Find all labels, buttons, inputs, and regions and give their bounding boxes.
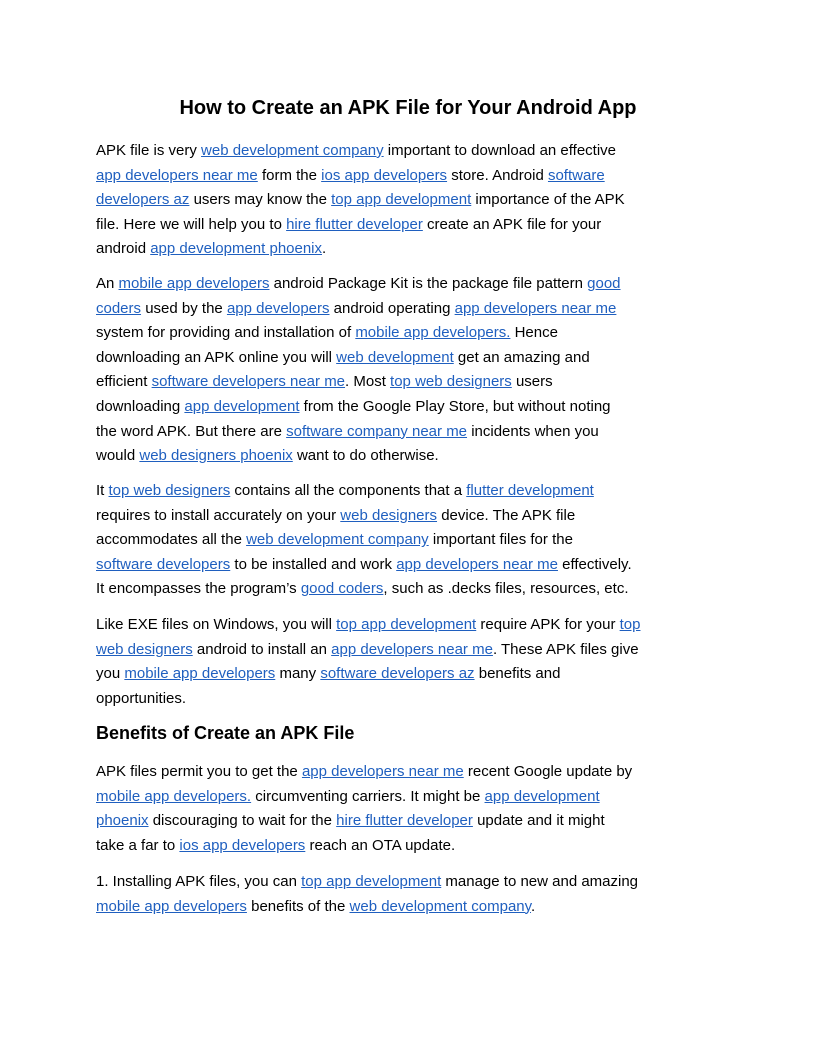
body-text: An [96,275,119,292]
hyperlink[interactable]: coders [96,299,142,317]
paragraph-intro [96,139,736,262]
hyperlink[interactable]: developers az [96,191,190,209]
text-line [96,237,736,262]
text-line [96,395,736,420]
hyperlink[interactable]: mobile app developers [124,665,276,683]
hyperlink[interactable]: web designers [96,640,193,658]
body-text: opportunities. [96,689,187,707]
body-text: accommodates all the [96,531,247,549]
hyperlink[interactable]: app developers near me [96,166,258,184]
body-text: used by the [141,299,227,317]
text-line [96,504,736,529]
text-line [96,809,736,834]
text-line [96,834,736,859]
hyperlink[interactable]: phoenix [96,812,149,830]
paragraph-package-kit [96,272,736,469]
body-text: . These APK files give [492,640,639,658]
body-text: Hence [510,324,558,342]
hyperlink[interactable]: web development company [246,531,429,549]
hyperlink[interactable]: app developers near me [301,763,464,780]
body-text: , such as .decks files, resources, etc. [383,580,629,598]
body-text: users [511,373,553,391]
body-text: many [275,665,321,683]
text-line [96,321,736,346]
section-heading-benefits: Benefits of Create an APK File [96,723,355,743]
body-text: downloading an APK online you will [96,348,337,366]
hyperlink[interactable]: mobile app developers [118,275,270,292]
body-text: system for providing and installation of [96,324,356,342]
body-text: take a far to [96,836,180,854]
body-text: discouraging to wait for the [148,812,337,830]
paragraph-installing [96,870,736,919]
body-text: It encompasses the program’s [96,580,301,598]
body-text: . Most [345,373,391,391]
body-text: the word APK. But there are [96,422,287,440]
hyperlink[interactable]: mobile app developers. [355,324,511,342]
body-text: APK files permit you to get the [96,763,302,780]
body-text: you [96,665,125,683]
hyperlink[interactable]: top app development [331,191,472,209]
body-text: want to do otherwise. [292,447,439,465]
paragraph-benefits [96,760,736,858]
body-text: . [322,240,327,258]
text-line [96,638,736,663]
body-text: file. Here we will help you to [96,215,287,233]
hyperlink[interactable]: app development phoenix [150,240,323,258]
body-text: store. Android [447,166,548,184]
body-text: circumventing carriers. It might be [251,787,485,805]
body-text: android [96,240,151,258]
text-line [96,687,736,712]
text-line [96,760,736,785]
text-line [96,870,736,895]
body-text: It [96,482,109,499]
text-line [96,785,736,810]
text-line [96,528,736,553]
body-text: efficient [96,373,152,391]
body-text: from the Google Play Store, but without noting [299,397,611,415]
body-text: recent Google update by [463,763,633,780]
body-text: 1. Installing APK files, you can [96,873,302,890]
text-line [96,662,736,687]
body-text: require APK for your [476,616,620,633]
hyperlink[interactable]: app developers near me [396,555,558,573]
hyperlink[interactable]: top [619,616,641,633]
hyperlink[interactable]: app developers [226,299,330,317]
body-text: benefits and [474,665,561,683]
body-text: android Package Kit is the package file pattern [269,275,588,292]
text-line [96,272,736,297]
hyperlink[interactable]: hire flutter developer [336,812,473,830]
text-line [96,420,736,445]
hyperlink[interactable]: app development [484,787,600,805]
hyperlink[interactable]: mobile app developers [96,897,247,915]
body-text: . [531,897,536,915]
text-line [96,479,736,504]
hyperlink[interactable]: web designers [340,506,438,524]
body-text: form the [257,166,322,184]
hyperlink[interactable]: web designers phoenix [139,447,293,465]
body-text: device. The APK file [437,506,576,524]
hyperlink[interactable]: software developers az [320,665,475,683]
hyperlink[interactable]: ios app developers [179,836,306,854]
body-text: get an amazing and [453,348,590,366]
hyperlink[interactable]: hire flutter developer [286,215,423,233]
hyperlink[interactable]: app developers near me [331,640,493,658]
hyperlink[interactable]: ios app developers [321,166,448,184]
text-line [96,164,736,189]
body-text: would [96,447,140,465]
body-text: importance of the APK [471,191,625,209]
body-text: to be installed and work [230,555,397,573]
hyperlink[interactable]: top app development [301,873,442,890]
text-line [96,346,736,371]
page-title: How to Create an APK File for Your Android App [179,97,637,119]
hyperlink[interactable]: web development company [349,897,532,915]
body-text: Like EXE files on Windows, you will [96,616,337,633]
text-line [96,139,736,164]
hyperlink[interactable]: app developers near me [454,299,617,317]
hyperlink[interactable]: good coders [300,580,384,598]
body-text: important to download an effective [383,142,617,159]
paragraph-exe-comparison [96,613,736,711]
body-text: users may know the [189,191,332,209]
hyperlink[interactable]: software developers [96,555,231,573]
body-text: incidents when you [467,422,599,440]
body-text: android to install an [192,640,332,658]
body-text: important files for the [428,531,573,549]
hyperlink[interactable]: flutter development [466,482,594,499]
hyperlink[interactable]: web development [336,348,454,366]
text-line [96,444,736,469]
hyperlink[interactable]: software [547,166,605,184]
hyperlink[interactable]: app development [184,397,300,415]
body-text: downloading [96,397,185,415]
body-text: update and it might [472,812,605,830]
hyperlink[interactable]: top web designers [108,482,231,499]
body-text: APK file is very [96,142,202,159]
body-text: manage to new and amazing [441,873,639,890]
text-line [96,613,736,638]
hyperlink[interactable]: web development company [201,142,384,159]
text-line [96,297,736,322]
body-text: benefits of the [246,897,350,915]
text-line [96,577,736,602]
hyperlink[interactable]: good [587,275,621,292]
text-line [96,188,736,213]
text-line [96,370,736,395]
body-text: contains all the components that a [230,482,467,499]
hyperlink[interactable]: top app development [336,616,477,633]
text-line [96,895,736,920]
body-text: create an APK file for your [422,215,602,233]
hyperlink[interactable]: top web designers [390,373,512,391]
body-text: effectively. [557,555,632,573]
text-line [96,553,736,578]
paragraph-components [96,479,736,602]
hyperlink[interactable]: software developers near me [151,373,346,391]
hyperlink[interactable]: software company near me [286,422,468,440]
hyperlink[interactable]: mobile app developers. [96,787,252,805]
body-text: reach an OTA update. [305,836,456,854]
body-text: requires to install accurately on your [96,506,341,524]
text-line [96,213,736,238]
body-text: android operating [329,299,455,317]
